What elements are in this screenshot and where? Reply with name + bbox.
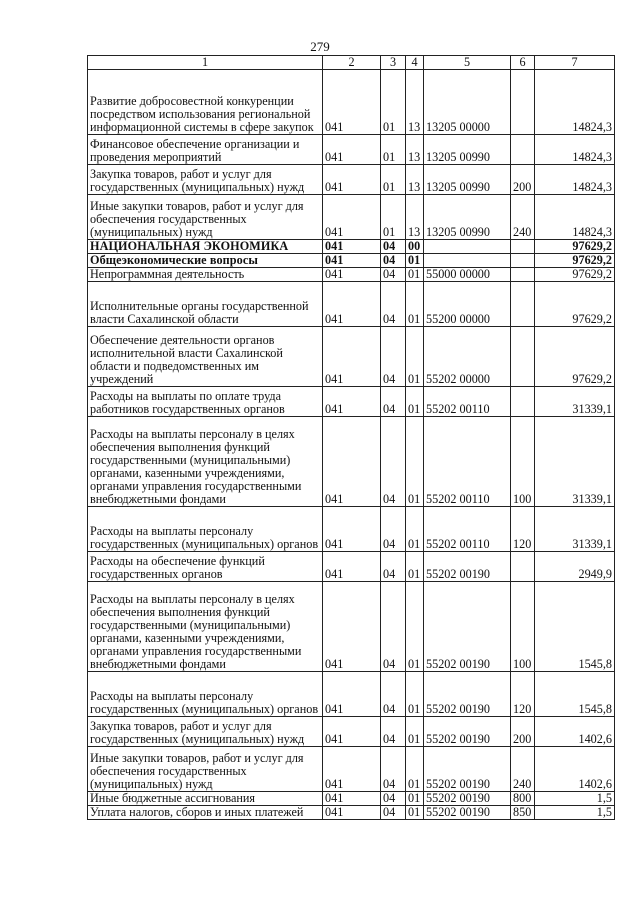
row-name-cell: Исполнительные органы государственной власти Сахалинской области [88,282,323,327]
row-amount-cell: 14824,3 [535,135,615,165]
row-target-article-cell: 55202 00000 [424,327,511,387]
row-expense-type-cell: 120 [511,672,535,717]
row-name-cell: Расходы на выплаты персоналу в целях обеспечения выполнения функций государственными (муниципальными) органами, казенными учреждениями, органами управления государственными внебюджетными фондами [88,417,323,507]
row-target-article-cell: 55202 00190 [424,806,511,820]
row-expense-type-cell [511,240,535,254]
row-subsection-cell: 01 [406,672,424,717]
row-subsection-cell: 01 [406,747,424,792]
table-row [88,417,615,507]
row-subsection-cell: 01 [406,507,424,552]
row-amount-cell: 1,5 [535,792,615,806]
row-name-cell: Развитие добросовестной конкуренции посредством использования региональной информационной системы в сфере закупок [88,70,323,135]
row-section-cell: 01 [381,135,406,165]
row-subsection-cell: 01 [406,268,424,282]
row-section-cell: 04 [381,240,406,254]
row-expense-type-cell [511,282,535,327]
row-name-cell: Иные закупки товаров, работ и услуг для обеспечения государственных (муниципальных) нужд [88,195,323,240]
header-cell-3: 3 [381,56,406,70]
table-row [88,507,615,552]
row-expense-type-cell [511,327,535,387]
row-section-cell: 01 [381,165,406,195]
row-name-cell: Финансовое обеспечение организации и проведения мероприятий [88,135,323,165]
row-admin-code-cell: 041 [323,582,381,672]
row-name-cell: Непрограммная деятельность [88,268,323,282]
row-amount-cell: 1402,6 [535,717,615,747]
row-admin-code-cell: 041 [323,747,381,792]
row-expense-type-cell: 850 [511,806,535,820]
row-name-cell: Расходы на выплаты по оплате труда работников государственных органов [88,387,323,417]
header-cell-4: 4 [406,56,424,70]
row-admin-code-cell: 041 [323,792,381,806]
row-admin-code-cell: 041 [323,135,381,165]
header-cell-2: 2 [323,56,381,70]
row-subsection-cell: 01 [406,552,424,582]
table-row [88,717,615,747]
row-amount-cell: 31339,1 [535,417,615,507]
row-target-article-cell: 55202 00110 [424,387,511,417]
row-target-article-cell: 55202 00190 [424,717,511,747]
row-admin-code-cell: 041 [323,240,381,254]
row-subsection-cell: 01 [406,717,424,747]
row-expense-type-cell [511,135,535,165]
row-admin-code-cell: 041 [323,327,381,387]
table-row [88,268,615,282]
row-target-article-cell: 13205 00990 [424,135,511,165]
row-subsection-cell: 13 [406,165,424,195]
row-amount-cell: 1545,8 [535,582,615,672]
table-row [88,792,615,806]
row-admin-code-cell: 041 [323,717,381,747]
row-name-cell: Закупка товаров, работ и услуг для государственных (муниципальных) нужд [88,165,323,195]
table-body [88,70,615,820]
table-header [88,56,615,70]
row-section-cell: 04 [381,327,406,387]
row-section-cell: 04 [381,417,406,507]
row-expense-type-cell [511,387,535,417]
row-expense-type-cell [511,254,535,268]
row-subsection-cell: 01 [406,387,424,417]
row-target-article-cell: 55000 00000 [424,268,511,282]
row-name-cell: Закупка товаров, работ и услуг для государственных (муниципальных) нужд [88,717,323,747]
row-admin-code-cell: 041 [323,417,381,507]
row-target-article-cell: 55202 00190 [424,747,511,792]
header-cell-1: 1 [88,56,323,70]
table-row [88,672,615,717]
row-amount-cell: 14824,3 [535,70,615,135]
row-subsection-cell: 01 [406,417,424,507]
header-cell-5: 5 [424,56,511,70]
table-row [88,327,615,387]
table-row [88,70,615,135]
row-amount-cell: 1,5 [535,806,615,820]
page-number: 279 [310,39,330,54]
row-name-cell: Расходы на выплаты персоналу в целях обеспечения выполнения функций государственными (муниципальными) органами, казенными учреждениями, органами управления государственными внебюджетными фондами [88,582,323,672]
table-row [88,195,615,240]
row-expense-type-cell: 800 [511,792,535,806]
row-target-article-cell: 55200 00000 [424,282,511,327]
row-section-cell: 04 [381,717,406,747]
row-subsection-cell: 00 [406,240,424,254]
row-section-cell: 04 [381,792,406,806]
table-row [88,582,615,672]
row-expense-type-cell: 100 [511,417,535,507]
row-name-cell: Обеспечение деятельности органов исполнительной власти Сахалинской области и подведомственных им учреждений [88,327,323,387]
table-row [88,165,615,195]
row-amount-cell: 1545,8 [535,672,615,717]
row-name-cell: Расходы на выплаты персоналу государственных (муниципальных) органов [88,672,323,717]
table-row [88,806,615,820]
row-admin-code-cell: 041 [323,70,381,135]
row-amount-cell: 97629,2 [535,268,615,282]
row-section-cell: 04 [381,672,406,717]
row-name-cell: Расходы на обеспечение функций государственных органов [88,552,323,582]
row-section-cell: 01 [381,195,406,240]
row-admin-code-cell: 041 [323,268,381,282]
row-admin-code-cell: 041 [323,806,381,820]
row-amount-cell: 1402,6 [535,747,615,792]
header-cell-6: 6 [511,56,535,70]
row-target-article-cell: 13205 00990 [424,195,511,240]
row-expense-type-cell: 240 [511,195,535,240]
row-target-article-cell: 55202 00110 [424,507,511,552]
row-amount-cell: 14824,3 [535,195,615,240]
row-section-cell: 04 [381,582,406,672]
row-amount-cell: 97629,2 [535,254,615,268]
row-expense-type-cell: 100 [511,582,535,672]
table-row [88,387,615,417]
row-admin-code-cell: 041 [323,254,381,268]
row-expense-type-cell [511,552,535,582]
row-section-cell: 04 [381,387,406,417]
table-row [88,282,615,327]
row-amount-cell: 97629,2 [535,282,615,327]
row-admin-code-cell: 041 [323,387,381,417]
row-target-article-cell: 55202 00190 [424,672,511,717]
row-section-cell: 04 [381,806,406,820]
row-target-article-cell: 55202 00110 [424,417,511,507]
row-amount-cell: 31339,1 [535,507,615,552]
header-cell-7: 7 [535,56,615,70]
row-subsection-cell: 01 [406,806,424,820]
row-subsection-cell: 13 [406,70,424,135]
row-target-article-cell: 55202 00190 [424,792,511,806]
row-admin-code-cell: 041 [323,282,381,327]
row-subsection-cell: 13 [406,135,424,165]
row-name-cell: Иные закупки товаров, работ и услуг для обеспечения государственных (муниципальных) нужд [88,747,323,792]
table-row [88,747,615,792]
table-row [88,254,615,268]
row-admin-code-cell: 041 [323,672,381,717]
row-target-article-cell: 55202 00190 [424,582,511,672]
table-row [88,240,615,254]
row-target-article-cell [424,254,511,268]
row-admin-code-cell: 041 [323,507,381,552]
table-row [88,135,615,165]
row-section-cell: 04 [381,552,406,582]
row-name-cell: Иные бюджетные ассигнования [88,792,323,806]
row-expense-type-cell [511,70,535,135]
row-expense-type-cell: 240 [511,747,535,792]
row-target-article-cell: 13205 00000 [424,70,511,135]
row-section-cell: 04 [381,747,406,792]
row-subsection-cell: 01 [406,792,424,806]
row-target-article-cell [424,240,511,254]
budget-table [87,55,615,820]
row-name-cell: Расходы на выплаты персоналу государственных (муниципальных) органов [88,507,323,552]
row-section-cell: 04 [381,507,406,552]
row-admin-code-cell: 041 [323,552,381,582]
row-expense-type-cell: 120 [511,507,535,552]
row-name-cell: Уплата налогов, сборов и иных платежей [88,806,323,820]
row-target-article-cell: 13205 00990 [424,165,511,195]
row-subsection-cell: 13 [406,195,424,240]
table-row [88,552,615,582]
row-subsection-cell: 01 [406,582,424,672]
row-amount-cell: 97629,2 [535,327,615,387]
row-section-cell: 04 [381,282,406,327]
row-name-cell: Общеэкономические вопросы [88,254,323,268]
row-section-cell: 04 [381,268,406,282]
row-target-article-cell: 55202 00190 [424,552,511,582]
row-amount-cell: 2949,9 [535,552,615,582]
row-subsection-cell: 01 [406,327,424,387]
row-expense-type-cell: 200 [511,717,535,747]
row-name-cell: НАЦИОНАЛЬНАЯ ЭКОНОМИКА [88,240,323,254]
row-expense-type-cell [511,268,535,282]
row-admin-code-cell: 041 [323,165,381,195]
row-amount-cell: 97629,2 [535,240,615,254]
row-admin-code-cell: 041 [323,195,381,240]
row-section-cell: 01 [381,70,406,135]
row-amount-cell: 31339,1 [535,387,615,417]
row-section-cell: 04 [381,254,406,268]
row-expense-type-cell: 200 [511,165,535,195]
header-row [88,56,615,70]
row-amount-cell: 14824,3 [535,165,615,195]
row-subsection-cell: 01 [406,254,424,268]
row-subsection-cell: 01 [406,282,424,327]
